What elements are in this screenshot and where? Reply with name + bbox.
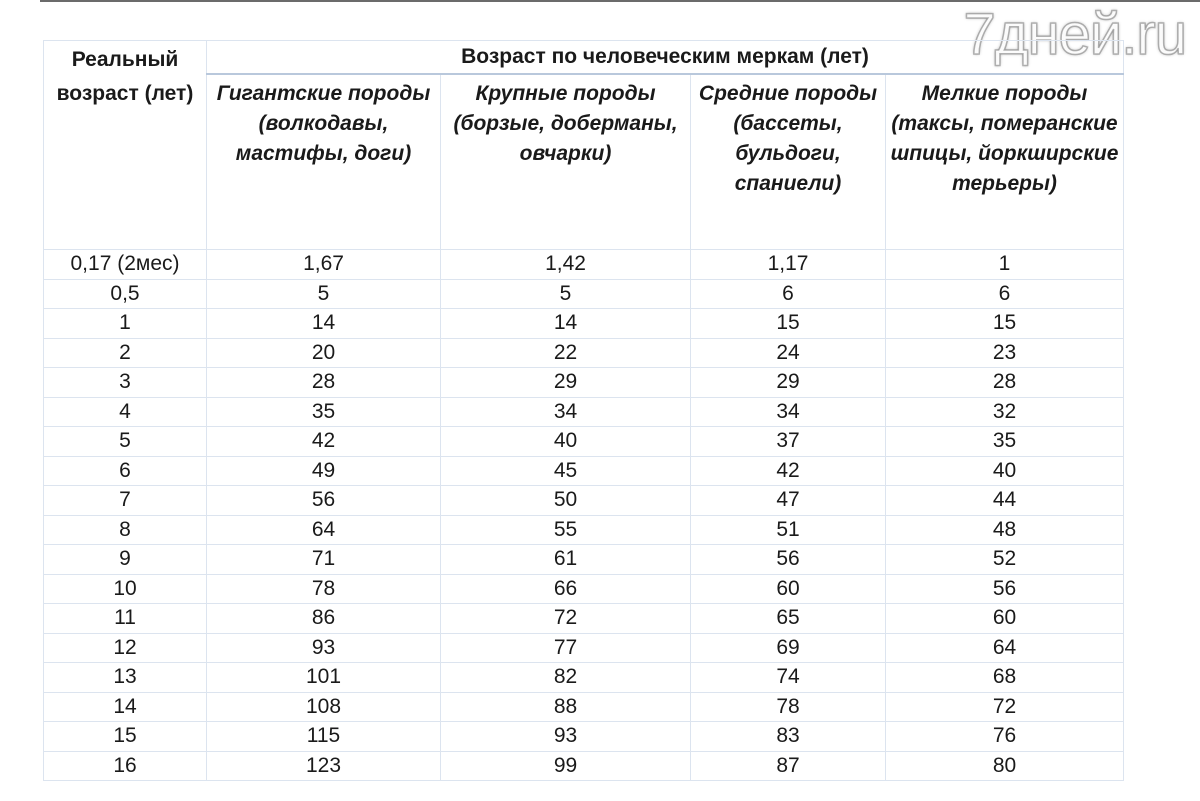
large-age-cell: 77 xyxy=(441,633,691,663)
medium-age-cell: 51 xyxy=(691,515,886,545)
real-age-cell: 4 xyxy=(44,397,207,427)
giant-age-cell: 115 xyxy=(207,722,441,752)
table-row xyxy=(44,633,1124,663)
real-age-cell: 14 xyxy=(44,692,207,722)
table-row xyxy=(44,338,1124,368)
small-age-cell: 35 xyxy=(886,427,1124,457)
giant-age-cell: 86 xyxy=(207,604,441,634)
dog-age-table xyxy=(43,40,1124,781)
table-row xyxy=(44,279,1124,309)
small-age-cell: 6 xyxy=(886,279,1124,309)
giant-age-cell: 101 xyxy=(207,663,441,693)
small-age-cell: 72 xyxy=(886,692,1124,722)
medium-age-cell: 1,17 xyxy=(691,250,886,280)
real-age-cell: 12 xyxy=(44,633,207,663)
large-age-cell: 93 xyxy=(441,722,691,752)
table-row xyxy=(44,456,1124,486)
real-age-cell: 5 xyxy=(44,427,207,457)
human-age-group-header: Возраст по человеческим меркам (лет) xyxy=(207,41,1124,75)
real-age-cell: 0,17 (2мес) xyxy=(44,250,207,280)
real-age-cell: 16 xyxy=(44,751,207,781)
giant-age-cell: 93 xyxy=(207,633,441,663)
large-age-cell: 45 xyxy=(441,456,691,486)
small-age-cell: 1 xyxy=(886,250,1124,280)
giant-age-cell: 64 xyxy=(207,515,441,545)
large-age-cell: 5 xyxy=(441,279,691,309)
table-row xyxy=(44,427,1124,457)
small-age-cell: 56 xyxy=(886,574,1124,604)
medium-age-cell: 6 xyxy=(691,279,886,309)
giant-age-cell: 71 xyxy=(207,545,441,575)
real-age-cell: 7 xyxy=(44,486,207,516)
small-age-cell: 40 xyxy=(886,456,1124,486)
large-age-cell: 72 xyxy=(441,604,691,634)
large-age-cell: 50 xyxy=(441,486,691,516)
medium-breeds-header: Средние породы (бассеты, бульдоги, спаниели) xyxy=(691,74,886,250)
giant-age-cell: 123 xyxy=(207,751,441,781)
real-age-cell: 10 xyxy=(44,574,207,604)
small-age-cell: 23 xyxy=(886,338,1124,368)
medium-age-cell: 47 xyxy=(691,486,886,516)
real-age-cell: 8 xyxy=(44,515,207,545)
large-age-cell: 55 xyxy=(441,515,691,545)
large-age-cell: 88 xyxy=(441,692,691,722)
small-age-cell: 52 xyxy=(886,545,1124,575)
table-row xyxy=(44,604,1124,634)
medium-age-cell: 83 xyxy=(691,722,886,752)
table-row xyxy=(44,663,1124,693)
real-age-header: Реальный возраст (лет) xyxy=(44,41,207,250)
large-age-cell: 22 xyxy=(441,338,691,368)
medium-age-cell: 37 xyxy=(691,427,886,457)
real-age-cell: 0,5 xyxy=(44,279,207,309)
medium-age-cell: 78 xyxy=(691,692,886,722)
real-age-cell: 9 xyxy=(44,545,207,575)
large-age-cell: 14 xyxy=(441,309,691,339)
large-age-cell: 99 xyxy=(441,751,691,781)
real-age-cell: 2 xyxy=(44,338,207,368)
large-age-cell: 61 xyxy=(441,545,691,575)
small-age-cell: 68 xyxy=(886,663,1124,693)
table-row xyxy=(44,250,1124,280)
table-row xyxy=(44,486,1124,516)
giant-age-cell: 1,67 xyxy=(207,250,441,280)
medium-age-cell: 24 xyxy=(691,338,886,368)
real-age-cell: 13 xyxy=(44,663,207,693)
medium-age-cell: 65 xyxy=(691,604,886,634)
table-row xyxy=(44,751,1124,781)
giant-age-cell: 14 xyxy=(207,309,441,339)
real-age-cell: 6 xyxy=(44,456,207,486)
small-age-cell: 44 xyxy=(886,486,1124,516)
large-age-cell: 29 xyxy=(441,368,691,398)
table-row xyxy=(44,574,1124,604)
small-age-cell: 48 xyxy=(886,515,1124,545)
small-age-cell: 80 xyxy=(886,751,1124,781)
medium-age-cell: 29 xyxy=(691,368,886,398)
small-age-cell: 60 xyxy=(886,604,1124,634)
giant-age-cell: 49 xyxy=(207,456,441,486)
medium-age-cell: 87 xyxy=(691,751,886,781)
giant-age-cell: 20 xyxy=(207,338,441,368)
large-age-cell: 34 xyxy=(441,397,691,427)
small-breeds-header: Мелкие породы (таксы, померанские шпицы, йоркширские терьеры) xyxy=(886,74,1124,250)
real-age-cell: 15 xyxy=(44,722,207,752)
large-age-cell: 82 xyxy=(441,663,691,693)
small-age-cell: 64 xyxy=(886,633,1124,663)
medium-age-cell: 60 xyxy=(691,574,886,604)
giant-breeds-header: Гигантские породы (волкодавы, мастифы, доги) xyxy=(207,74,441,250)
table-row xyxy=(44,397,1124,427)
table-row xyxy=(44,368,1124,398)
medium-age-cell: 56 xyxy=(691,545,886,575)
medium-age-cell: 34 xyxy=(691,397,886,427)
table-row xyxy=(44,515,1124,545)
real-age-cell: 1 xyxy=(44,309,207,339)
large-age-cell: 66 xyxy=(441,574,691,604)
table-row xyxy=(44,545,1124,575)
table-row xyxy=(44,722,1124,752)
large-age-cell: 1,42 xyxy=(441,250,691,280)
real-age-cell: 11 xyxy=(44,604,207,634)
watermark-logo: 7дней.ru xyxy=(963,2,1186,67)
large-age-cell: 40 xyxy=(441,427,691,457)
giant-age-cell: 5 xyxy=(207,279,441,309)
table-row xyxy=(44,692,1124,722)
giant-age-cell: 78 xyxy=(207,574,441,604)
medium-age-cell: 42 xyxy=(691,456,886,486)
giant-age-cell: 108 xyxy=(207,692,441,722)
table-row xyxy=(44,309,1124,339)
real-age-cell: 3 xyxy=(44,368,207,398)
giant-age-cell: 35 xyxy=(207,397,441,427)
large-breeds-header: Крупные породы (борзые, доберманы, овчарки) xyxy=(441,74,691,250)
medium-age-cell: 15 xyxy=(691,309,886,339)
medium-age-cell: 69 xyxy=(691,633,886,663)
medium-age-cell: 74 xyxy=(691,663,886,693)
table-body xyxy=(44,250,1124,781)
giant-age-cell: 42 xyxy=(207,427,441,457)
small-age-cell: 76 xyxy=(886,722,1124,752)
small-age-cell: 15 xyxy=(886,309,1124,339)
giant-age-cell: 56 xyxy=(207,486,441,516)
small-age-cell: 32 xyxy=(886,397,1124,427)
small-age-cell: 28 xyxy=(886,368,1124,398)
giant-age-cell: 28 xyxy=(207,368,441,398)
